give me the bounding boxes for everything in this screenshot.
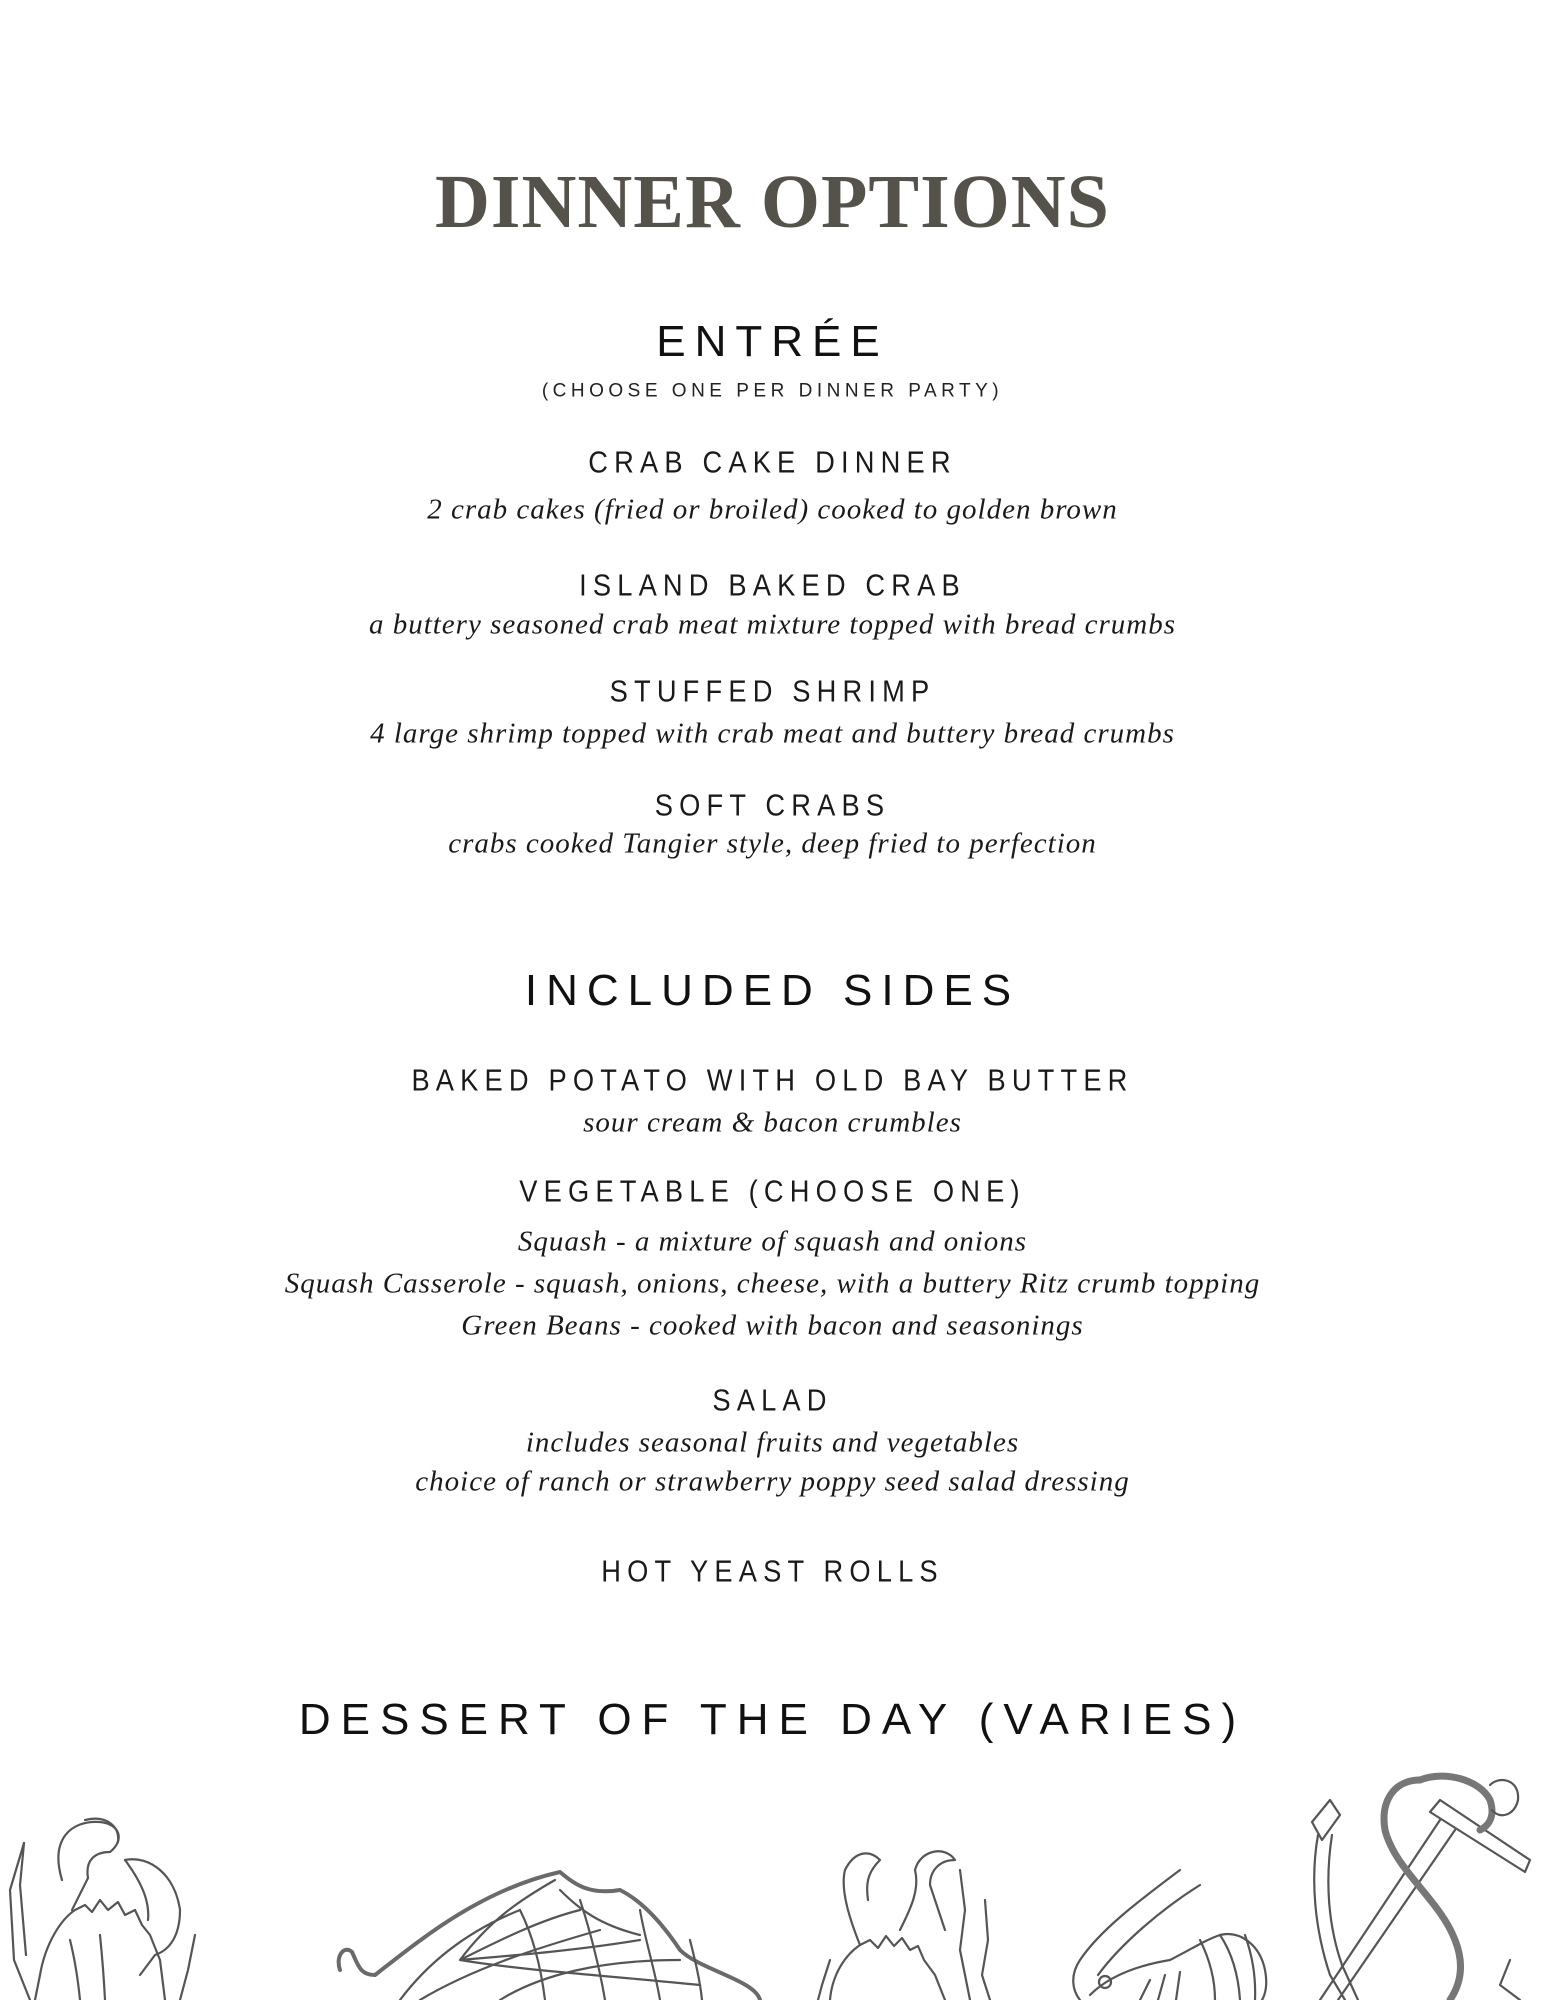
side-item-name: BAKED POTATO WITH OLD BAY BUTTER: [411, 1062, 1134, 1098]
entree-item-description: 4 large shrimp topped with crab meat and buttery bread crumbs: [370, 717, 1175, 750]
entree-item-name: SOFT CRABS: [654, 787, 891, 823]
entree-note: (CHOOSE ONE PER DINNER PARTY): [541, 380, 1004, 402]
side-item-description: Green Beans - cooked with bacon and seasonings: [461, 1309, 1084, 1342]
entree-item-description: crabs cooked Tangier style, deep fried to perfection: [448, 827, 1097, 860]
fishing-net-icon: [339, 1872, 760, 2000]
side-item-description: Squash - a mixture of squash and onions: [517, 1225, 1028, 1258]
side-item-description: choice of ranch or strawberry poppy seed salad dressing: [415, 1465, 1130, 1498]
side-item-name: HOT YEAST ROLLS: [601, 1553, 944, 1589]
entree-item-name: ISLAND BAKED CRAB: [579, 567, 966, 603]
crab-icon: [818, 1851, 990, 2000]
side-item-description: includes seasonal fruits and vegetables: [525, 1426, 1020, 1459]
side-item-description: Squash Casserole - squash, onions, cheese, with a buttery Ritz crumb topping: [284, 1267, 1261, 1300]
entree-item-name: STUFFED SHRIMP: [609, 673, 936, 709]
side-item-name: SALAD: [712, 1382, 833, 1418]
dessert-heading: DESSERT OF THE DAY (VARIES): [298, 1695, 1247, 1744]
side-item-name: VEGETABLE (CHOOSE ONE): [519, 1173, 1026, 1209]
entree-item-description: a buttery seasoned crab meat mixture topped with bread crumbs: [368, 608, 1177, 641]
entree-item-description: 2 crab cakes (fried or broiled) cooked to golden brown: [427, 493, 1118, 526]
anchor-icon: [1312, 1776, 1530, 2000]
shrimp-icon: [1073, 1870, 1266, 2000]
seafood-illustration-strip: [0, 1760, 1545, 2000]
entree-item-name: CRAB CAKE DINNER: [588, 444, 957, 480]
entree-heading: ENTRÉE: [656, 317, 889, 366]
crab-icon: [10, 1819, 195, 2000]
side-item-description: sour cream & bacon crumbles: [583, 1106, 962, 1139]
page-title: DINNER OPTIONS: [435, 160, 1110, 244]
sides-heading: INCLUDED SIDES: [524, 966, 1021, 1015]
